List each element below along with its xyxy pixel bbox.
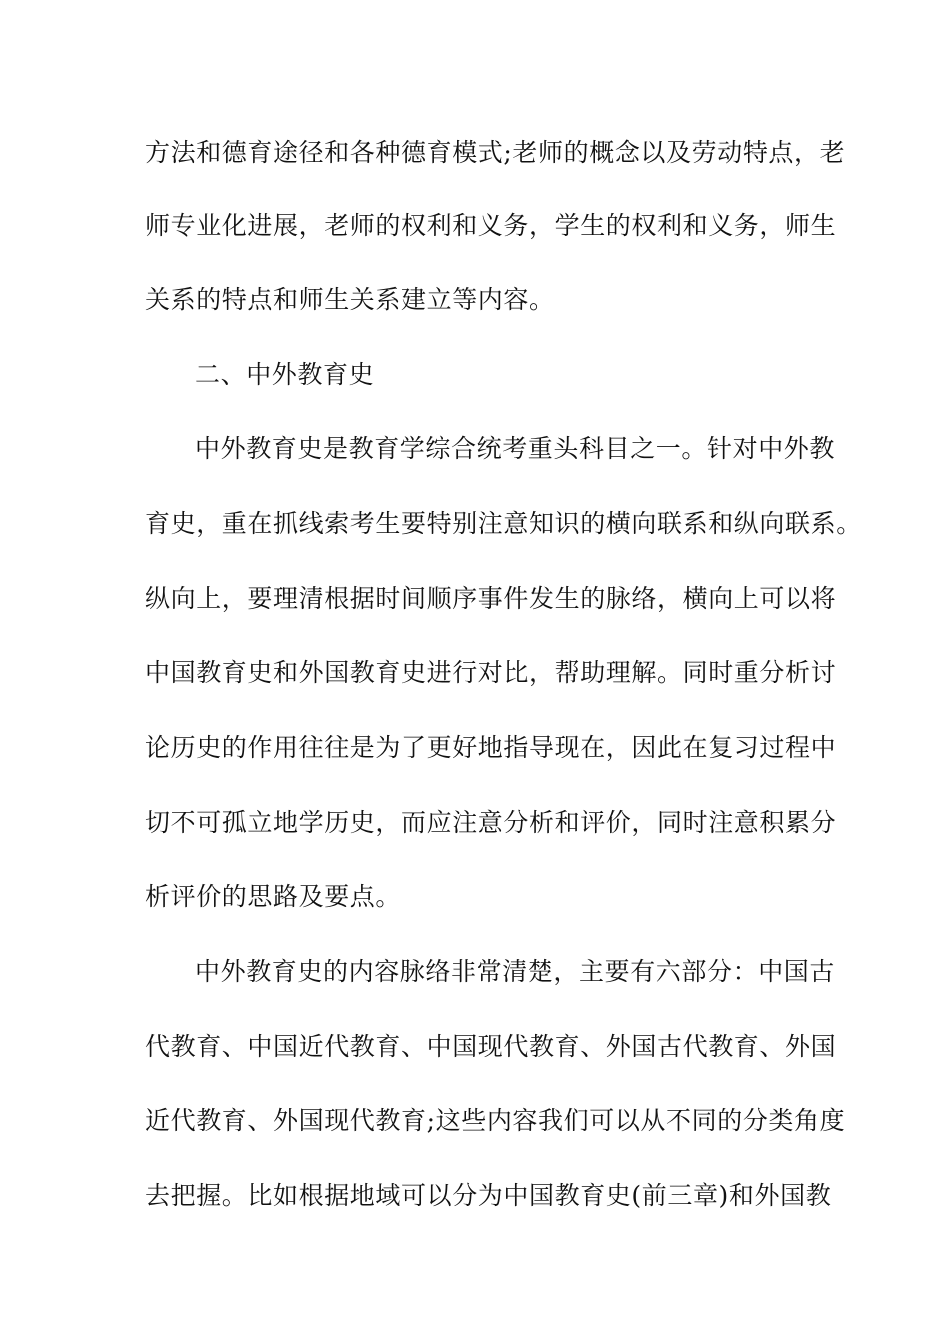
paragraph-line: 方法和德育途径和各种德育模式;老师的概念以及劳动特点，老 <box>145 138 846 167</box>
paragraph-line: 近代教育、外国现代教育;这些内容我们可以从不同的分类角度 <box>145 1106 846 1135</box>
paragraph-line: 纵向上，要理清根据时间顺序事件发生的脉络，横向上可以将 <box>145 584 837 613</box>
paragraph-line: 切不可孤立地学历史，而应注意分析和评价，同时注意积累分 <box>145 808 837 837</box>
paragraph-line: 去把握。比如根据地域可以分为中国教育史(前三章)和外国教 <box>145 1181 832 1210</box>
section-heading: 二、中外教育史 <box>195 360 375 389</box>
paragraph-line: 论历史的作用往往是为了更好地指导现在，因此在复习过程中 <box>145 733 837 762</box>
paragraph-line: 中外教育史是教育学综合统考重头科目之一。针对中外教 <box>195 434 836 463</box>
paragraph-line: 关系的特点和师生关系建立等内容。 <box>145 285 555 314</box>
paragraph-line: 中国教育史和外国教育史进行对比，帮助理解。同时重分析讨 <box>145 658 837 687</box>
paragraph-line: 代教育、中国近代教育、中国现代教育、外国古代教育、外国 <box>145 1032 837 1061</box>
paragraph-line: 师专业化进展，老师的权利和义务，学生的权利和义务，师生 <box>145 211 837 240</box>
paragraph-line: 析评价的思路及要点。 <box>145 882 402 911</box>
paragraph-line: 中外教育史的内容脉络非常清楚，主要有六部分：中国古 <box>195 957 836 986</box>
paragraph-line: 育史，重在抓线索考生要特别注意知识的横向联系和纵向联系。 <box>145 509 862 538</box>
